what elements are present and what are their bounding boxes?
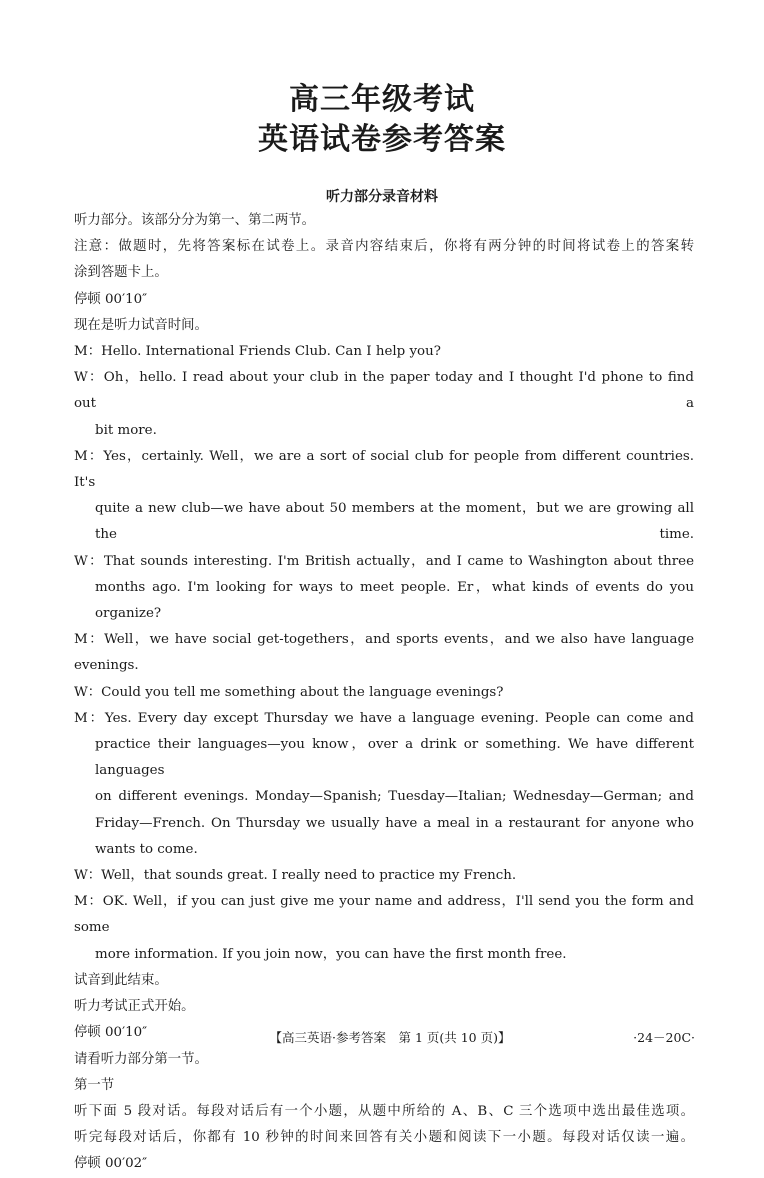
dialogue-line-continued: on different evenings. Monday—Spanish; Tuesday—Italian; Wednesday—German; and — [95, 789, 694, 805]
dialogue-line: M：Hello. International Friends Club. Can I help you? — [74, 344, 441, 360]
page-title: 高三年级考试 — [289, 82, 475, 117]
dialogue-line: W：Oh，hello. I read about your club in the paper today and I thought I'd phone to find out a — [74, 370, 694, 412]
page-subtitle: 英语试卷参考答案 — [258, 122, 506, 157]
outro-line: 请看听力部分第一节。 — [74, 1051, 208, 1067]
section-heading: 第一节 — [74, 1077, 115, 1093]
intro-line: 涂到答题卡上。 — [74, 265, 168, 281]
dialogue-line-continued: bit more. — [95, 422, 157, 438]
dialogue-line: M：Yes. Every day except Thursday we have a language evening. People can come and — [74, 710, 694, 726]
footer-page-info: 【高三英语·参考答案 第 1 页(共 10 页)】 — [269, 1030, 511, 1045]
outro-line: 试音到此结束。 — [74, 972, 168, 988]
outro-line: 听力考试正式开始。 — [74, 999, 195, 1015]
outro-line: 听完每段对话后，你都有 10 秒钟的时间来回答有关小题和阅读下一小题。每段对话仅读一遍。 — [74, 1130, 694, 1146]
dialogue-line: M：Yes，certainly. Well，we are a sort of social club for people from different countries. It's — [74, 448, 694, 491]
dialogue-line-continued: wants to come. — [95, 841, 198, 857]
dialogue-line-continued: more information. If you join now，you can have the first month free. — [95, 946, 567, 962]
footer-code: ·24－20C· — [633, 1030, 695, 1045]
pause-marker: 停顿 00′10″ — [74, 1025, 148, 1041]
intro-line: 注意：做题时，先将答案标在试卷上。录音内容结束后，你将有两分钟的时间将试卷上的答案转 — [74, 239, 694, 255]
dialogue-line-continued: practice their languages—you know，over a drink or something. We have different languages — [95, 737, 694, 779]
outro-line: 听下面 5 段对话。每段对话后有一个小题，从题中所给的 A、B、C 三个选项中选出最佳选项。 — [74, 1103, 694, 1119]
dialogue-line: W：Could you tell me something about the language evenings? — [74, 684, 504, 700]
dialogue-line: W：Well，that sounds great. I really need to practice my French. — [74, 868, 517, 884]
section-title: 听力部分录音材料 — [326, 189, 438, 205]
dialogue-line: W：That sounds interesting. I'm British actually，and I came to Washington about three — [74, 553, 694, 569]
dialogue-line: M：Well，we have social get-togethers，and sports events，and we also have language evenings. — [74, 632, 694, 674]
dialogue-line-continued: quite a new club—we have about 50 members at the moment，but we are growing all the time. — [95, 501, 694, 543]
dialogue-line-continued: Friday—French. On Thursday we usually have a meal in a restaurant for anyone who — [95, 815, 694, 831]
pause-marker: 停顿 00′10″ — [74, 291, 148, 307]
pause-marker: 停顿 00′02″ — [74, 1156, 148, 1172]
dialogue-line: M：OK. Well，if you can just give me your name and address，I'll send you the form and some — [74, 894, 694, 936]
dialogue-line-continued: months ago. I'm looking for ways to meet people. Er，what kinds of events do you organize? — [95, 579, 694, 622]
intro-line: 现在是听力试音时间。 — [74, 317, 208, 333]
intro-line: 听力部分。该部分分为第一、第二两节。 — [74, 213, 316, 228]
